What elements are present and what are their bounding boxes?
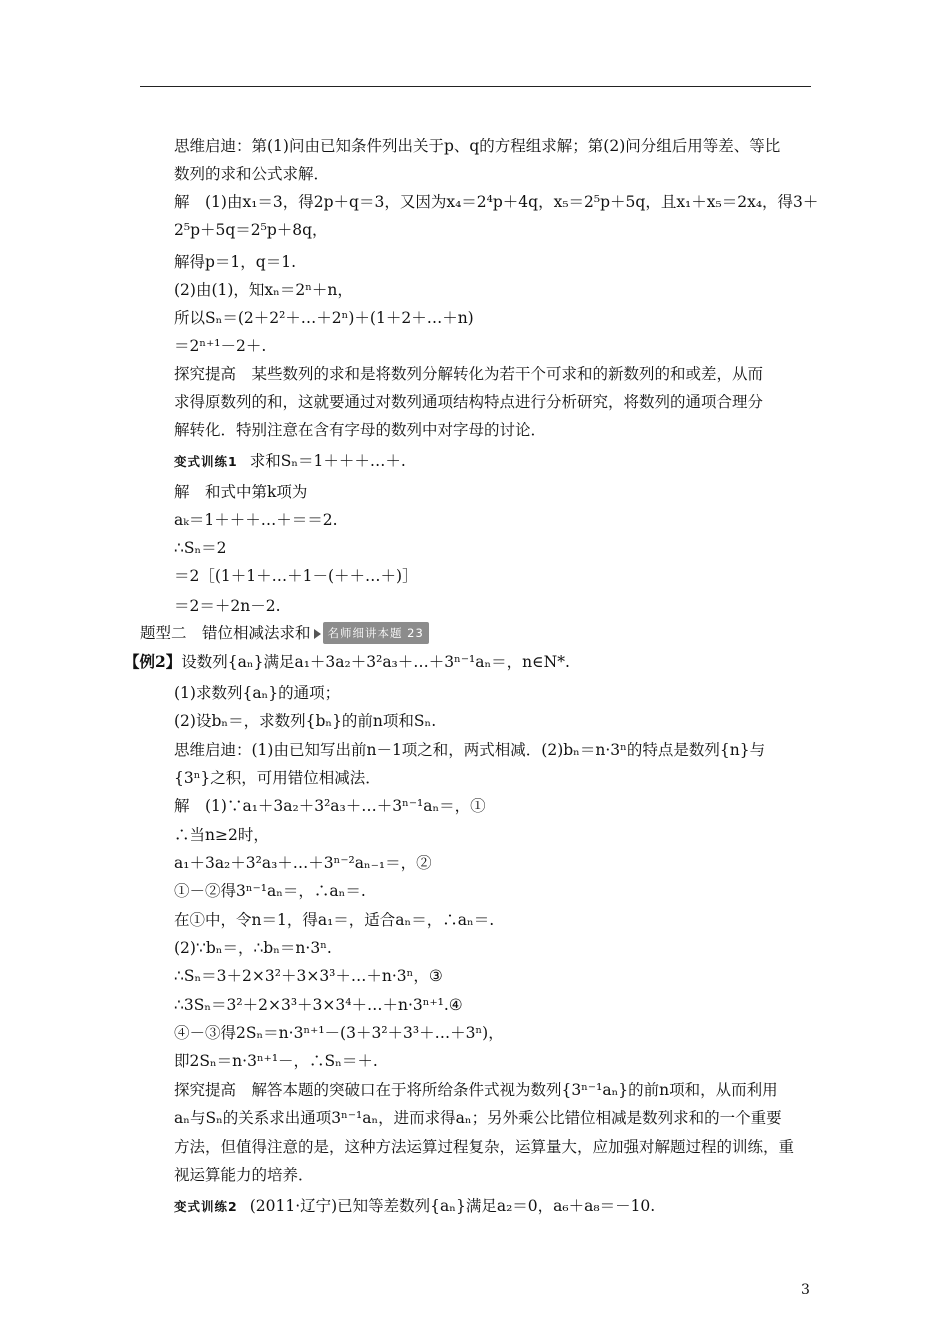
text-line: 思维启迪：(1)由已知写出前n－1项之和，两式相减．(2)bₙ＝n·3ⁿ的特点是数列{n}与: [174, 741, 766, 759]
text-line: ＝2＝＋2n－2.: [174, 597, 281, 615]
text-line: 解 (1)∵a₁＋3a₂＋3²a₃＋…＋3ⁿ⁻¹aₙ＝，①: [174, 797, 486, 815]
video-lecture-badge[interactable]: 名师细讲本题 23: [323, 622, 429, 644]
text-line: ∴3Sₙ＝3²＋2×3³＋3×3⁴＋…＋n·3ⁿ⁺¹.④: [174, 996, 463, 1014]
play-icon[interactable]: [314, 629, 321, 639]
text-line: 探究提高 解答本题的突破口在于将所给条件式视为数列{3ⁿ⁻¹aₙ}的前n项和，从而利用: [174, 1081, 778, 1099]
section-title: 题型二 错位相减法求和: [140, 624, 311, 642]
text-line: {3ⁿ}之积，可用错位相减法．: [174, 769, 381, 787]
text-line: 解 和式中第k项为: [174, 483, 308, 501]
text-line: (1)求数列{aₙ}的通项；: [174, 684, 341, 702]
text-line: 方法，但值得注意的是，这种方法运算过程复杂，运算量大，应加强对解题过程的训练，重: [174, 1138, 795, 1156]
example-tag: 【例2】: [124, 652, 182, 671]
variant-tag: 变式训练1: [174, 454, 238, 469]
text-line: 数列的求和公式求解．: [174, 165, 330, 183]
variant-training-1: [174, 451, 406, 472]
text-line: 探究提高 某些数列的求和是将数列分解转化为若干个可求和的新数列的和或差，从而: [174, 365, 764, 383]
example-2: [124, 652, 570, 672]
variant-tag: 变式训练2: [174, 1199, 238, 1214]
text-line: 所以Sₙ＝(2＋2²＋…＋2ⁿ)＋(1＋2＋…＋n): [174, 309, 474, 327]
text-line: 解转化．特别注意在含有字母的数列中对字母的讨论．: [174, 421, 547, 439]
text-line: 即2Sₙ＝n·3ⁿ⁺¹－，∴Sₙ＝＋.: [174, 1052, 378, 1070]
text-line: ∴当n≥2时，: [174, 826, 269, 844]
text-line: 思维启迪：第(1)问由已知条件列出关于p、q的方程组求解；第(2)问分组后用等差、等比: [174, 137, 781, 155]
text-line: (2)∵bₙ＝，∴bₙ＝n·3ⁿ.: [174, 939, 332, 957]
header-rule: [140, 86, 811, 87]
text-line: ①－②得3ⁿ⁻¹aₙ＝，∴aₙ＝.: [174, 882, 366, 900]
text-line: aₙ与Sₙ的关系求出通项3ⁿ⁻¹aₙ，进而求得aₙ；另外乘公比错位相减是数列求和的一个重要: [174, 1109, 782, 1127]
variant-text: 求和Sₙ＝1＋＋＋…＋.: [249, 452, 406, 470]
section-heading: [140, 622, 429, 644]
text-line: 解得p＝1，q＝1.: [174, 253, 296, 271]
text-line: ＝2［(1＋1＋…＋1－(＋＋…＋)］: [174, 567, 418, 585]
text-line: ∴Sₙ＝3＋2×3²＋3×3³＋…＋n·3ⁿ，③: [174, 967, 443, 985]
text-line: ＝2ⁿ⁺¹－2＋.: [174, 337, 267, 355]
text-line: 求得原数列的和，这就要通过对数列通项结构特点进行分析研究，将数列的通项合理分: [174, 393, 764, 411]
text-line: ∴Sₙ＝2: [174, 539, 227, 557]
variant-text: (2011·辽宁)已知等差数列{aₙ}满足a₂＝0，a₆＋a₈＝－10.: [249, 1197, 656, 1215]
variant-training-2: [174, 1196, 655, 1217]
text-line: 在①中，令n＝1，得a₁＝，适合aₙ＝，∴aₙ＝.: [174, 911, 495, 929]
example-text: 设数列{aₙ}满足a₁＋3a₂＋3²a₃＋…＋3ⁿ⁻¹aₙ＝，n∈N*.: [181, 653, 570, 671]
text-line: (2)设bₙ＝，求数列{bₙ}的前n项和Sₙ.: [174, 712, 437, 730]
page-number: 3: [801, 1282, 810, 1298]
text-line: (2)由(1)，知xₙ＝2ⁿ＋n，: [174, 281, 353, 299]
text-line: ④－③得2Sₙ＝n·3ⁿ⁺¹－(3＋3²＋3³＋…＋3ⁿ)，: [174, 1024, 504, 1042]
text-line: 解 (1)由x₁＝3，得2p＋q＝3，又因为x₄＝2⁴p＋4q，x₅＝2⁵p＋5q，且x₁＋x₅＝2x₄，得3＋: [174, 193, 819, 211]
text-line: a₁＋3a₂＋3²a₃＋…＋3ⁿ⁻²aₙ₋₁＝，②: [174, 854, 432, 872]
text-line: 视运算能力的培养．: [174, 1166, 314, 1184]
text-line: 2⁵p＋5q＝2⁵p＋8q，: [174, 221, 328, 239]
text-line: aₖ＝1＋＋＋…＋＝＝2.: [174, 511, 338, 529]
